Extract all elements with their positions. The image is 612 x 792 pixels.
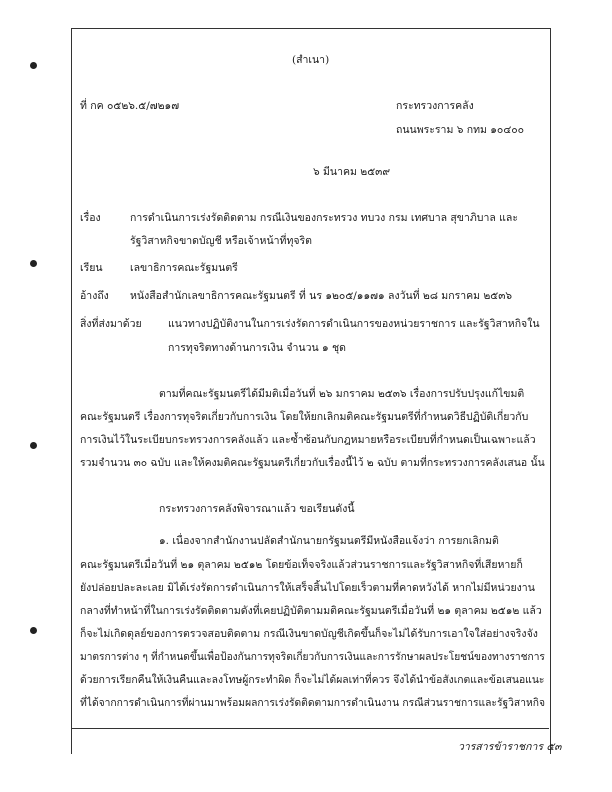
subject-label: เรื่อง (80, 212, 101, 224)
reference-label: อ้างถึง (80, 290, 109, 302)
bottom-rule (71, 728, 549, 729)
body-line: คณะรัฐมนตรีเมื่อวันที่ ๒๑ ตุลาคม ๒๕๑๒ โดยข้อเท็จจริงแล้วส่วนราชการและรัฐวิสาหกิจที่เสียหายก็ (80, 559, 523, 571)
sender-organization: กระทรวงการคลัง (396, 100, 474, 112)
body-line: ก็จะไม่เกิดดุลย์ของการตรวจสอบติดตาม กรณีเงินขาดบัญชีเกิดขึ้นก็จะไม่ได้รับการเอาใจใส่อย่างจริงจัง (80, 628, 538, 640)
body-line: กลางที่ทำหน้าที่ในการเร่งรัดติดตามดังที่เคยปฏิบัติตามมติคณะรัฐมนตรีเมื่อวันที่ ๒๑ ตุลาคม ๒๕๑๒ แล้ว (80, 605, 542, 617)
body-line: การเงินไว้ในระเบียบกระทรวงการคลังแล้ว และซ้ำซ้อนกับกฎหมายหรือระเบียบที่กำหนดเป็นเฉพาะแล้ว (80, 434, 536, 446)
sender-address: ถนนพระราม ๖ กทม ๑๐๔๐๐ (396, 124, 525, 136)
body-line: ที่ได้จากการดำเนินการที่ผ่านมาพร้อมผลการเร่งรัดติดตามการดำเนินงาน กรณีส่วนราชการและรัฐวิสาหกิจ (80, 697, 545, 709)
enclosure-line: แนวทางปฏิบัติงานในการเร่งรัดการดำเนินการของหน่วยราชการ และรัฐวิสาหกิจใน (168, 318, 540, 330)
page-footer: วารสารข้าราชการ ๕๓ (458, 741, 562, 753)
body-line: มาตรการต่าง ๆ ที่กำหนดขึ้นเพื่อป้องกันการทุจริตเกี่ยวกับการเงินและการรักษาผลประโยชน์ของทางราชการ (80, 651, 545, 663)
body-line: ยังปล่อยปละละเลย มิได้เร่งรัดการดำเนินการให้เสร็จสิ้นไปโดยเร็วตามที่คาดหวังได้ หากไม่มีหน่วยงาน (80, 582, 535, 594)
subject-line: รัฐวิสาหกิจขาดบัญชี หรือเจ้าหน้าที่ทุจริต (130, 235, 312, 247)
body-line: ตามที่คณะรัฐมนตรีได้มีมติเมื่อวันที่ ๒๖ มกราคม ๒๕๓๖ เรื่องการปรับปรุงแก้ไขมติ (159, 388, 525, 400)
letter-date: ๖ มีนาคม ๒๕๓๙ (313, 166, 391, 178)
punch-hole (30, 627, 37, 634)
body-line: ๑. เนื่องจากสำนักงานปลัดสำนักนายกรัฐมนตรีมีหนังสือแจ้งว่า การยกเลิกมติ (159, 535, 499, 547)
subject-line: การดำเนินการเร่งรัดติดตาม กรณีเงินของกระทรวง ทบวง กรม เทศบาล สุขาภิบาล และ (130, 212, 518, 224)
punch-hole (30, 442, 37, 449)
body-line: ด้วยการเรียกคืนให้เงินคืนและลงโทษผู้กระทำผิด ก็จะไม่ได้ผลเท่าที่ควร จึงได้นำข้อสังเกตและข้อเสนอแนะ (80, 674, 545, 686)
enclosure-label: สิ่งที่ส่งมาด้วย (80, 318, 142, 330)
to-recipient: เลขาธิการคณะรัฐมนตรี (130, 262, 238, 274)
body-line: กระทรวงการคลังพิจารณาแล้ว ขอเรียนดังนี้ (159, 503, 355, 515)
reference-number: ที่ กค ๐๕๒๖.๕/๗๒๑๗ (80, 100, 180, 112)
punch-hole (30, 260, 37, 267)
body-line: รวมจำนวน ๓๐ ฉบับ และให้คงมติคณะรัฐมนตรีเกี่ยวกับเรื่องนี้ไว้ ๒ ฉบับ ตามที่กระทรวงการคลังเสนอ นั้น (80, 457, 545, 469)
copy-label: (สำเนา) (292, 54, 330, 66)
reference-text: หนังสือสำนักเลขาธิการคณะรัฐมนตรี ที่ นร ๑๒๐๕/๑๑๗๑ ลงวันที่ ๒๘ มกราคม ๒๕๓๖ (130, 290, 513, 302)
punch-hole (30, 62, 37, 69)
to-label: เรียน (80, 262, 103, 274)
body-line: คณะรัฐมนตรี เรื่องการทุจริตเกี่ยวกับการเงิน โดยให้ยกเลิกมติคณะรัฐมนตรีที่กำหนดวิธีปฏิบัติเกี่ยวกับ (80, 411, 529, 423)
enclosure-line: การทุจริตทางด้านการเงิน จำนวน ๑ ชุด (168, 342, 346, 354)
